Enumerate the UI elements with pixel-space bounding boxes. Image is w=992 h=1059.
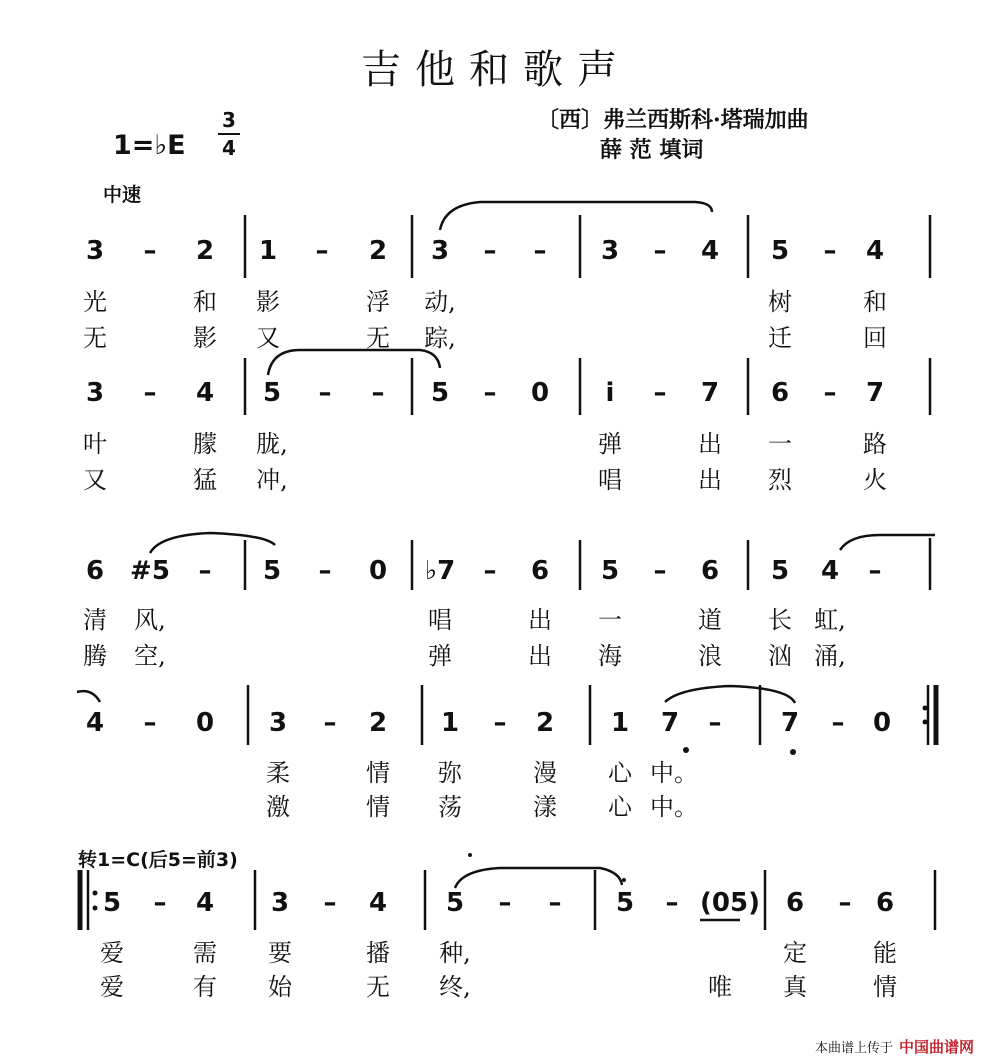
note: 3 (85, 236, 105, 266)
note: 0 (195, 708, 215, 738)
lyric-syllable: 道 (698, 606, 722, 634)
lyric-syllable: 无 (366, 973, 390, 1001)
note: 2 (368, 708, 388, 738)
note: 7 (660, 708, 680, 738)
note: 6 (785, 888, 805, 918)
lyric-syllable: 情 (366, 759, 390, 787)
lyric-syllable: 有 (193, 973, 217, 1001)
lyric-syllable: 始 (268, 973, 292, 1001)
lyricist-credit: 薛 范 填词 (600, 137, 704, 163)
note: 6 (700, 556, 720, 586)
note: 7 (780, 708, 800, 738)
lyric-syllable: 海 (598, 642, 622, 670)
note: 1 (258, 236, 278, 266)
lyric-syllable: 叶 (83, 430, 107, 458)
lyric-syllable: 能 (873, 939, 897, 967)
note: 6 (530, 556, 550, 586)
lyric-syllable: 真 (783, 973, 807, 1001)
lyric-syllable: 出 (528, 606, 552, 634)
lyric-syllable: 猛 (193, 466, 217, 494)
lyric-syllable: 浪 (698, 642, 722, 670)
note: – (653, 236, 667, 266)
note: 5 (600, 556, 620, 586)
note: 5 (262, 556, 282, 586)
note: – (868, 556, 882, 586)
note: 0 (872, 708, 892, 738)
note: #5 (130, 556, 170, 586)
tempo-marking: 中速 (103, 184, 142, 206)
lyric-syllable: 烈 (768, 466, 792, 494)
meter-top: 3 (222, 108, 236, 132)
key-signature: 1=♭E (113, 130, 186, 161)
lyric-syllable: 影 (256, 288, 280, 316)
lyric-syllable: 唱 (428, 606, 452, 634)
footer-credit (815, 1036, 974, 1057)
lyric-syllable: 弥 (438, 759, 462, 787)
note: – (483, 236, 497, 266)
note: – (318, 556, 332, 586)
lyric-syllable: 爱 (100, 973, 124, 1001)
lyric-syllable: 和 (193, 288, 217, 316)
note: 6 (770, 378, 790, 408)
note: 6 (875, 888, 895, 918)
lyric-syllable: 空, (134, 642, 166, 670)
note: 1 (440, 708, 460, 738)
note: 0 (368, 556, 388, 586)
note: 4 (368, 888, 388, 918)
lyric-syllable: 火 (863, 466, 887, 494)
note: 5 (430, 378, 450, 408)
note: 4 (700, 236, 720, 266)
lyric-syllable: 种, (439, 939, 471, 967)
note: – (143, 236, 157, 266)
note: – (318, 378, 332, 408)
lyric-syllable: 心 (608, 759, 632, 787)
note: – (823, 378, 837, 408)
lyric-syllable: 荡 (438, 793, 462, 821)
lyric-syllable: 爱 (100, 939, 124, 967)
note: 5 (770, 236, 790, 266)
note: ♭7 (424, 556, 456, 586)
lyric-syllable: 激 (266, 793, 290, 821)
note: – (823, 236, 837, 266)
lyric-syllable: 弹 (428, 642, 452, 670)
lyric-syllable: 迁 (768, 324, 792, 352)
lyric-syllable: 踪, (424, 324, 456, 352)
lyric-syllable: 清 (83, 606, 107, 634)
lyric-syllable: 漫 (533, 759, 557, 787)
lyric-syllable: 唱 (598, 466, 622, 494)
lyric-syllable: 情 (366, 793, 390, 821)
lyric-syllable: 出 (528, 642, 552, 670)
note: 5 (445, 888, 465, 918)
lyric-syllable: 风, (134, 606, 166, 634)
note: – (153, 888, 167, 918)
note: – (653, 556, 667, 586)
note: – (483, 378, 497, 408)
lyric-syllable: 需 (193, 939, 217, 967)
lyric-syllable: 动, (424, 288, 456, 316)
note: 7 (865, 378, 885, 408)
lyric-syllable: 又 (256, 324, 280, 352)
note: – (143, 378, 157, 408)
song-title: 吉他和歌声 (361, 47, 631, 93)
lyric-syllable: 情 (873, 973, 897, 1001)
note: – (371, 378, 385, 408)
modulation-note: 转1=C(后5=前3) (78, 849, 238, 871)
lyric-syllable: 回 (863, 324, 887, 352)
lyric-syllable: 无 (83, 324, 107, 352)
composer-credit: 〔西〕弗兰西斯科·塔瑞加曲 (537, 107, 809, 133)
lyric-syllable: 终, (439, 973, 471, 1001)
lyric-syllable: 路 (863, 430, 887, 458)
lyric-syllable: 漾 (533, 793, 557, 821)
lyric-syllable: 一 (768, 430, 792, 458)
lyric-syllable: 影 (193, 324, 217, 352)
note: 3 (268, 708, 288, 738)
note: 3 (85, 378, 105, 408)
lyric-syllable: 浮 (366, 288, 390, 316)
note: 3 (430, 236, 450, 266)
lyric-syllable: 一 (598, 606, 622, 634)
lyric-syllable: 涌, (814, 642, 846, 670)
note: – (493, 708, 507, 738)
lyric-syllable: 汹 (768, 642, 792, 670)
lyric-syllable: 中。 (650, 793, 698, 821)
lyric-syllable: 中。 (650, 759, 698, 787)
note: – (498, 888, 512, 918)
lyric-syllable: 播 (366, 939, 390, 967)
note: – (838, 888, 852, 918)
lyric-syllable: 虹, (814, 606, 846, 634)
note: 5 (615, 888, 635, 918)
note: 2 (368, 236, 388, 266)
lyric-syllable: 要 (268, 939, 292, 967)
lyric-syllable: 又 (83, 466, 107, 494)
note: 5 (262, 378, 282, 408)
note: 4 (195, 888, 215, 918)
note: 7 (700, 378, 720, 408)
lyric-syllable: 无 (366, 324, 390, 352)
note: 4 (85, 708, 105, 738)
note: 0 (530, 378, 550, 408)
lyric-syllable: 胧, (256, 430, 288, 458)
lyric-syllable: 腾 (83, 642, 107, 670)
lyric-syllable: 出 (698, 430, 722, 458)
site-brand: 中国曲谱网 (898, 1038, 974, 1056)
lyric-syllable: 心 (608, 793, 632, 821)
note: 3 (600, 236, 620, 266)
note: 2 (195, 236, 215, 266)
note: 4 (820, 556, 840, 586)
note: – (143, 708, 157, 738)
lyric-syllable: 朦 (193, 430, 217, 458)
footer-text: 本曲谱上传于 (814, 1041, 893, 1056)
lyric-syllable: 长 (768, 606, 792, 634)
note: – (548, 888, 562, 918)
lyric-syllable: 和 (863, 288, 887, 316)
lyric-syllable: 唯 (708, 973, 732, 1001)
note: – (483, 556, 497, 586)
note: 6 (85, 556, 105, 586)
note: 5 (770, 556, 790, 586)
note: 3 (270, 888, 290, 918)
note: – (653, 378, 667, 408)
note: – (323, 888, 337, 918)
note: – (533, 236, 547, 266)
note: 4 (195, 378, 215, 408)
meter-bottom: 4 (222, 136, 236, 160)
note: – (323, 708, 337, 738)
lyric-syllable: 弹 (598, 430, 622, 458)
note: – (831, 708, 845, 738)
lyric-syllable: 冲, (256, 466, 288, 494)
note: – (315, 236, 329, 266)
note: (05) (700, 888, 760, 918)
lyric-syllable: 定 (783, 939, 807, 967)
note: 4 (865, 236, 885, 266)
note: i (605, 378, 615, 408)
note: – (198, 556, 212, 586)
note: 1 (610, 708, 630, 738)
lyric-syllable: 出 (698, 466, 722, 494)
lyric-syllable: 树 (768, 288, 792, 316)
note: 5 (102, 888, 122, 918)
note: – (708, 708, 722, 738)
lyric-syllable: 光 (83, 288, 107, 316)
lyric-syllable: 柔 (266, 759, 290, 787)
note: – (665, 888, 679, 918)
note: 2 (535, 708, 555, 738)
